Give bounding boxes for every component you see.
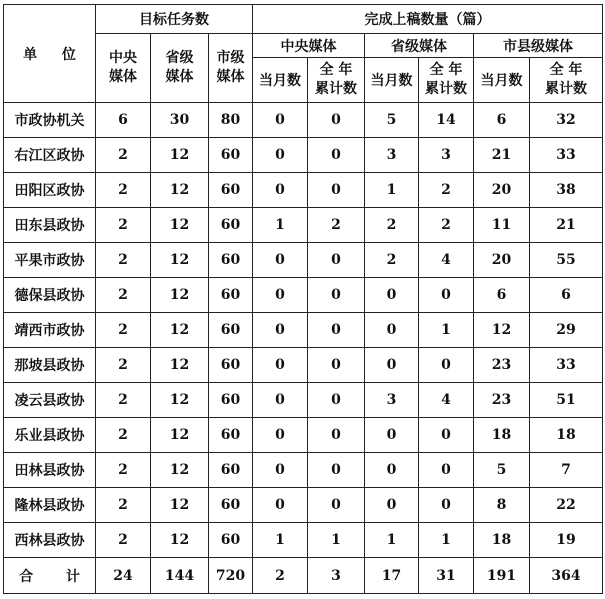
table-cell: 12	[151, 383, 209, 418]
table-cell: 0	[253, 173, 308, 208]
table-footer	[4, 558, 603, 594]
table-cell: 2	[365, 243, 419, 278]
table-cell: 12	[151, 243, 209, 278]
table-cell: 2	[96, 313, 151, 348]
unit-name-cell: 右江区政协	[4, 138, 96, 173]
table-cell: 60	[209, 383, 253, 418]
unit-name-cell: 隆林县政协	[4, 488, 96, 523]
table-cell: 2	[96, 348, 151, 383]
table-cell: 12	[151, 418, 209, 453]
table-cell: 0	[419, 418, 474, 453]
table-cell: 19	[530, 523, 603, 558]
table-cell: 0	[253, 488, 308, 523]
table-row	[4, 313, 603, 348]
table-cell: 51	[530, 383, 603, 418]
table-cell: 0	[365, 418, 419, 453]
table-cell: 30	[151, 103, 209, 138]
unit-name-cell: 德保县政协	[4, 278, 96, 313]
table-cell: 21	[474, 138, 530, 173]
unit-name-cell: 乐业县政协	[4, 418, 96, 453]
table-cell: 0	[419, 348, 474, 383]
table-cell: 720	[209, 558, 253, 594]
table-cell: 0	[253, 348, 308, 383]
table-cell: 55	[530, 243, 603, 278]
table-cell: 12	[151, 208, 209, 243]
table-cell: 0	[308, 488, 365, 523]
table-cell: 0	[253, 278, 308, 313]
table-cell: 2	[365, 208, 419, 243]
table-cell: 7	[530, 453, 603, 488]
table-cell: 23	[474, 348, 530, 383]
table-cell: 1	[253, 523, 308, 558]
table-cell: 0	[365, 348, 419, 383]
table-cell: 12	[151, 523, 209, 558]
table-row	[4, 523, 603, 558]
target-central-header: 中央媒体	[96, 34, 151, 103]
table-cell: 18	[474, 523, 530, 558]
table-cell: 60	[209, 138, 253, 173]
table-cell: 0	[419, 453, 474, 488]
table-cell: 12	[151, 348, 209, 383]
table-cell: 0	[308, 138, 365, 173]
table-cell: 0	[308, 383, 365, 418]
table-cell: 1	[253, 208, 308, 243]
unit-name-cell: 那坡县政协	[4, 348, 96, 383]
table-cell: 12	[474, 313, 530, 348]
table-cell: 0	[308, 418, 365, 453]
table-cell: 20	[474, 173, 530, 208]
table-row	[4, 278, 603, 313]
table-cell: 12	[151, 453, 209, 488]
table-cell: 23	[474, 383, 530, 418]
unit-name-cell: 田林县政协	[4, 453, 96, 488]
table-row	[4, 208, 603, 243]
table-cell: 8	[474, 488, 530, 523]
table-cell: 0	[419, 278, 474, 313]
table-cell: 60	[209, 453, 253, 488]
table-cell: 22	[530, 488, 603, 523]
table-cell: 60	[209, 418, 253, 453]
unit-name-cell: 凌云县政协	[4, 383, 96, 418]
provincial-annual-header: 全 年 累计数	[419, 58, 474, 103]
table-cell: 29	[530, 313, 603, 348]
table-cell: 60	[209, 243, 253, 278]
table-cell: 2	[96, 173, 151, 208]
table-cell: 5	[365, 103, 419, 138]
table-cell: 60	[209, 488, 253, 523]
central-annual-header: 全 年 累计数	[308, 58, 365, 103]
table-cell: 0	[308, 348, 365, 383]
table-cell: 38	[530, 173, 603, 208]
table-cell: 21	[530, 208, 603, 243]
table-row	[4, 488, 603, 523]
total-label: 合 计	[4, 558, 96, 594]
table-cell: 1	[365, 523, 419, 558]
table-cell: 12	[151, 278, 209, 313]
table-cell: 11	[474, 208, 530, 243]
table-cell: 18	[474, 418, 530, 453]
table-cell: 5	[474, 453, 530, 488]
table-cell: 1	[365, 173, 419, 208]
table-cell: 32	[530, 103, 603, 138]
total-row	[4, 558, 603, 594]
city-annual-header: 全 年 累计数	[530, 58, 603, 103]
table-cell: 0	[365, 488, 419, 523]
city-county-media-header: 市县级媒体	[474, 34, 603, 58]
target-provincial-header: 省级媒体	[151, 34, 209, 103]
city-monthly-header: 当月数	[474, 58, 530, 103]
unit-name-cell: 田阳区政协	[4, 173, 96, 208]
table-cell: 2	[419, 208, 474, 243]
table-cell: 0	[308, 313, 365, 348]
table-cell: 2	[96, 383, 151, 418]
table-cell: 1	[308, 523, 365, 558]
table-cell: 0	[253, 453, 308, 488]
table-cell: 364	[530, 558, 603, 594]
table-cell: 6	[96, 103, 151, 138]
unit-name-cell: 田东县政协	[4, 208, 96, 243]
table-cell: 2	[419, 173, 474, 208]
table-cell: 2	[96, 138, 151, 173]
table-body	[4, 103, 603, 558]
provincial-monthly-header: 当月数	[365, 58, 419, 103]
central-monthly-header: 当月数	[253, 58, 308, 103]
table-cell: 0	[308, 103, 365, 138]
table-cell: 3	[308, 558, 365, 594]
unit-name-cell: 市政协机关	[4, 103, 96, 138]
table-cell: 33	[530, 348, 603, 383]
table-cell: 3	[365, 138, 419, 173]
table-cell: 4	[419, 243, 474, 278]
table-row	[4, 173, 603, 208]
table-row	[4, 243, 603, 278]
table-cell: 12	[151, 173, 209, 208]
table-cell: 17	[365, 558, 419, 594]
table-cell: 0	[419, 488, 474, 523]
table-cell: 0	[308, 243, 365, 278]
table-cell: 14	[419, 103, 474, 138]
table-cell: 2	[96, 243, 151, 278]
table-cell: 80	[209, 103, 253, 138]
table-cell: 60	[209, 313, 253, 348]
table-cell: 0	[308, 278, 365, 313]
table-cell: 6	[474, 103, 530, 138]
table-cell: 6	[530, 278, 603, 313]
table-cell: 3	[419, 138, 474, 173]
table-cell: 0	[308, 173, 365, 208]
table-row	[4, 138, 603, 173]
unit-header: 单 位	[4, 5, 96, 103]
table-row	[4, 103, 603, 138]
table-cell: 60	[209, 208, 253, 243]
table-cell: 18	[530, 418, 603, 453]
target-city-header: 市级媒体	[209, 34, 253, 103]
table-cell: 2	[96, 453, 151, 488]
table-cell: 60	[209, 523, 253, 558]
table-cell: 0	[365, 313, 419, 348]
provincial-media-header: 省级媒体	[365, 34, 474, 58]
table-cell: 144	[151, 558, 209, 594]
table-header	[4, 5, 603, 103]
completed-group-header: 完成上稿数量（篇）	[253, 5, 603, 34]
table-cell: 2	[96, 488, 151, 523]
table-cell: 191	[474, 558, 530, 594]
table-cell: 1	[419, 313, 474, 348]
table-cell: 2	[96, 523, 151, 558]
table-cell: 0	[253, 243, 308, 278]
table-cell: 20	[474, 243, 530, 278]
table-cell: 33	[530, 138, 603, 173]
unit-name-cell: 西林县政协	[4, 523, 96, 558]
table-cell: 2	[96, 278, 151, 313]
table-cell: 0	[308, 453, 365, 488]
table-cell: 1	[419, 523, 474, 558]
table-cell: 0	[365, 453, 419, 488]
table-cell: 60	[209, 173, 253, 208]
table-cell: 0	[253, 383, 308, 418]
table-cell: 4	[419, 383, 474, 418]
table-cell: 6	[474, 278, 530, 313]
table-row	[4, 418, 603, 453]
table-row	[4, 348, 603, 383]
table-cell: 2	[253, 558, 308, 594]
table-cell: 2	[96, 418, 151, 453]
table-cell: 24	[96, 558, 151, 594]
table-cell: 60	[209, 278, 253, 313]
table-cell: 0	[253, 313, 308, 348]
table-cell: 31	[419, 558, 474, 594]
table-cell: 0	[365, 278, 419, 313]
table-cell: 12	[151, 313, 209, 348]
media-statistics-table	[3, 4, 603, 594]
table-cell: 2	[96, 208, 151, 243]
table-cell: 60	[209, 348, 253, 383]
table-cell: 3	[365, 383, 419, 418]
table-cell: 12	[151, 488, 209, 523]
table-cell: 0	[253, 103, 308, 138]
table-cell: 12	[151, 138, 209, 173]
unit-name-cell: 靖西市政协	[4, 313, 96, 348]
table-row	[4, 383, 603, 418]
table-cell: 2	[308, 208, 365, 243]
table-cell: 0	[253, 418, 308, 453]
central-media-header: 中央媒体	[253, 34, 365, 58]
unit-name-cell: 平果市政协	[4, 243, 96, 278]
table-cell: 0	[253, 138, 308, 173]
table-row	[4, 453, 603, 488]
target-group-header: 目标任务数	[96, 5, 253, 34]
